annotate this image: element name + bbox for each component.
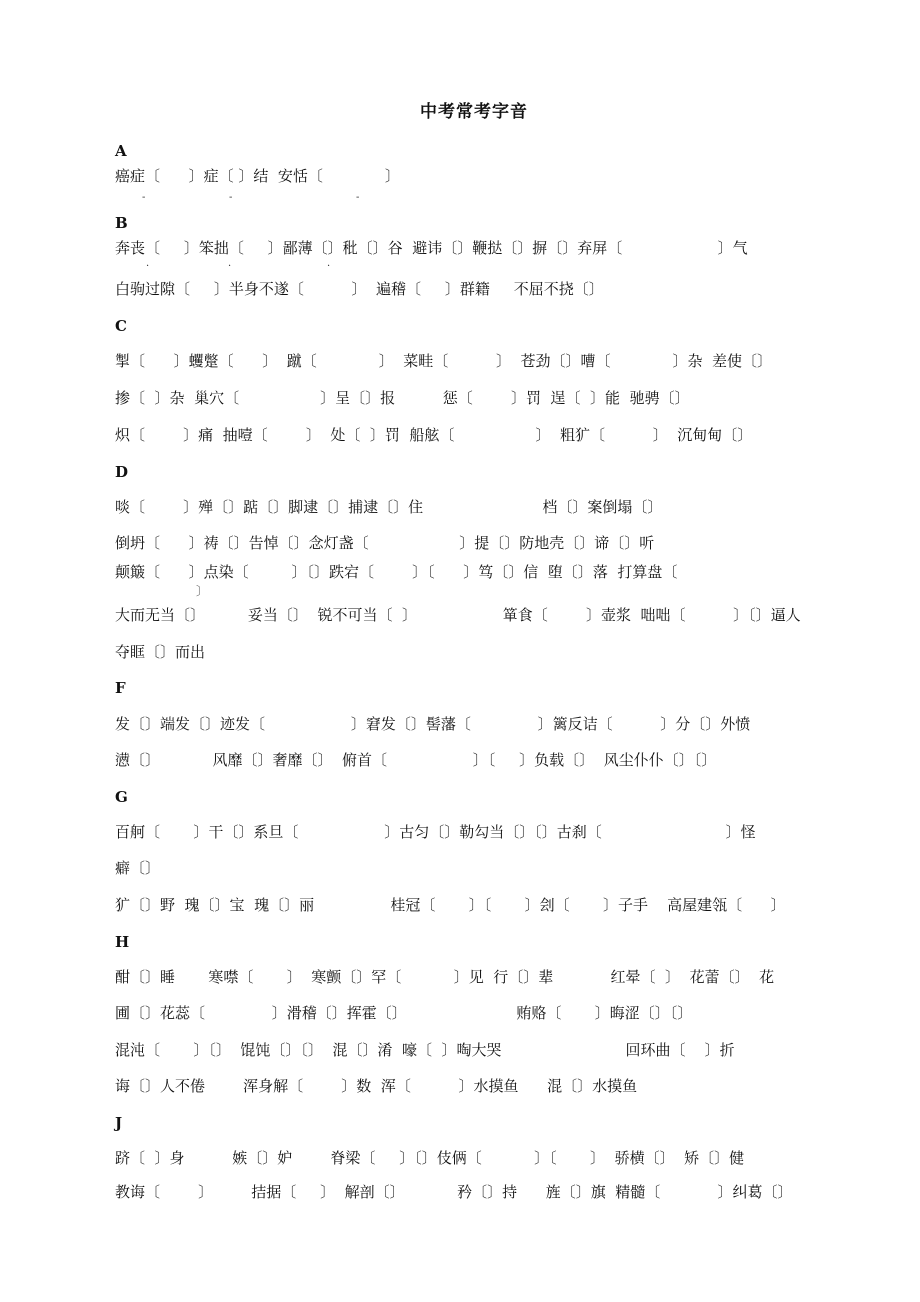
- underline-mark: -: [229, 192, 233, 203]
- dot-mark: ·: [228, 261, 232, 272]
- section-f-line-2: 懑〔〕 风靡〔〕奢靡〔〕 俯首〔 〕〔 〕负载〔〕 风尘仆仆〔〕〔〕: [115, 751, 717, 769]
- section-c-line-1: 掣〔 〕蠼蹩〔 〕 蹴〔 〕 菜畦〔 〕 苍劲〔〕嘈〔 〕杂 差使〔〕: [115, 352, 773, 370]
- section-d-line-2: 倒坍〔 〕祷〔〕告悼〔〕念灯盏〔 〕提〔〕防地壳〔〕谛〔〕听: [115, 534, 655, 552]
- underline-mark: -: [356, 192, 360, 203]
- section-heading-g: G: [115, 788, 128, 806]
- section-d-line-4: 大而无当〔〕 妥当〔〕 锐不可当〔 〕 箪食〔 〕壶浆 咄咄〔 〕〔〕逼人: [115, 606, 801, 624]
- section-heading-a: A: [115, 142, 127, 160]
- underline-mark: -: [142, 192, 146, 203]
- section-g-line-3: 犷〔〕野 瑰〔〕宝 瑰〔〕丽 桂冠〔 〕〔 〕刽〔 〕子手 高屋建瓴〔 〕: [115, 896, 786, 914]
- section-j-line-2: 教诲〔 〕 拮据〔 〕 解剖〔〕 矜〔〕持 旌〔〕旗 精髓〔 〕纠葛〔〕: [115, 1183, 793, 1201]
- section-c-line-3: 炽〔 〕痛 抽噎〔 〕 处〔 〕罚 船舷〔 〕 粗犷〔 〕 沉甸甸〔〕: [115, 426, 753, 444]
- section-f-line-1: 发〔〕端发〔〕迹发〔 〕窘发〔〕髻藩〔 〕篱反诘〔 〕分〔〕外愤: [115, 715, 751, 733]
- section-d-line-5: 夺眶〔〕而出: [115, 643, 206, 661]
- section-h-line-1: 酣〔〕睡 寒噤〔 〕 寒颤〔〕罕〔 〕见 行〔〕辈 红晕〔 〕 花蕾〔〕 花: [115, 968, 775, 986]
- section-heading-h: H: [115, 933, 130, 951]
- section-heading-c: C: [115, 317, 127, 335]
- section-b-line-1: 奔丧〔 〕笨拙〔 〕鄙薄〔〕秕〔〕谷 避讳〔〕鞭挞〔〕摒〔〕弃屏〔 〕气: [115, 239, 748, 257]
- section-h-line-2: 圃〔〕花蕊〔 〕滑稽〔〕挥霍〔〕 贿赂〔 〕晦涩〔〕〔〕: [115, 1004, 693, 1022]
- dot-mark: ·: [146, 261, 150, 272]
- section-h-line-4: 诲〔〕人不倦 浑身解〔 〕数 浑〔 〕水摸鱼 混〔〕水摸鱼: [115, 1077, 638, 1095]
- section-heading-d: D: [115, 463, 129, 481]
- section-h-line-3: 混沌〔 〕〔〕 馄饨〔〕〔〕 混〔〕淆 嚎〔 〕啕大哭 回环曲〔 〕折: [115, 1041, 735, 1059]
- section-g-line-2: 癖〔〕: [115, 859, 161, 877]
- section-heading-b: B: [115, 214, 128, 232]
- section-heading-j: J: [115, 1114, 123, 1132]
- section-g-line-1: 百舸〔 〕干〔〕系旦〔 〕古匀〔〕勒勾当〔〕〔〕古刹〔 〕怪: [115, 823, 756, 841]
- section-d-line-3: 颠簸〔 〕点染〔 〕〔〕跌宕〔 〕〔 〕笃〔〕信 堕〔〕落 打算盘〔: [115, 563, 678, 581]
- dot-mark: ·: [327, 261, 331, 272]
- section-b-line-2: 白驹过隙〔 〕半身不遂〔 〕 遍稽〔 〕群籍 不屈不挠〔〕: [115, 280, 604, 298]
- stray-bracket: 〕: [196, 584, 209, 598]
- section-heading-f: F: [115, 679, 126, 697]
- page-title: 中考常考字音: [420, 102, 528, 122]
- section-a-line-1: 癌症〔 〕症〔 〕结 安恬〔 〕: [115, 167, 400, 185]
- section-c-line-2: 掺〔 〕杂 巢穴〔 〕呈〔〕报 惩〔 〕罚 逞〔 〕能 驰骋〔〕: [115, 389, 690, 407]
- section-j-line-1: 跻〔 〕身 嫉〔〕妒 脊梁〔 〕〔〕伎俩〔 〕〔 〕 骄横〔〕 矫〔〕健: [115, 1149, 745, 1167]
- section-d-line-1: 啖〔 〕殚〔〕踮〔〕脚逮〔〕捕逮〔〕住 档〔〕案倒塌〔〕: [115, 498, 663, 516]
